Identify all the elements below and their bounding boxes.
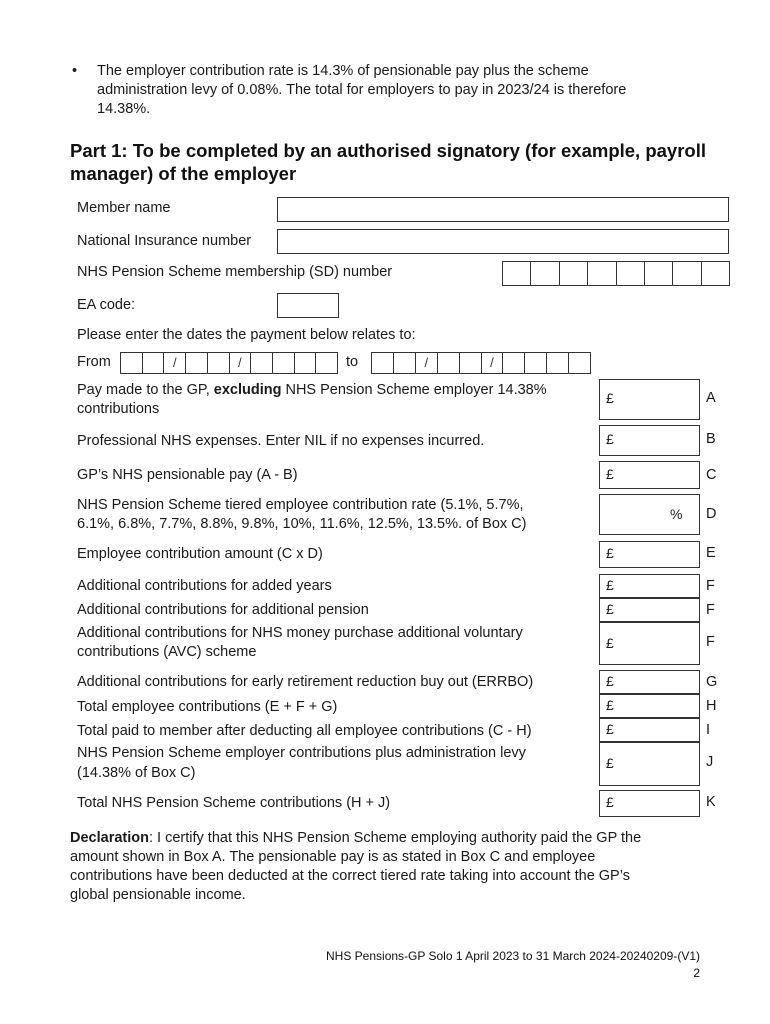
date-separator: / bbox=[230, 353, 252, 373]
from-date-input[interactable] bbox=[120, 352, 338, 374]
pound-symbol: £ bbox=[606, 673, 614, 689]
date-cell[interactable] bbox=[251, 353, 273, 373]
sd-digit-cell[interactable] bbox=[645, 262, 673, 285]
pound-symbol: £ bbox=[606, 601, 614, 617]
pound-symbol: £ bbox=[606, 635, 614, 651]
date-cell[interactable] bbox=[525, 353, 547, 373]
row-k-label: Total NHS Pension Scheme contributions (H + J) bbox=[77, 795, 391, 811]
declaration-line-4: global pensionable income. bbox=[70, 887, 246, 903]
row-j-label-line-2: (14.38% of Box C) bbox=[77, 765, 196, 781]
box-g-letter: G bbox=[706, 674, 718, 690]
box-i-letter: I bbox=[706, 722, 711, 738]
from-label: From bbox=[77, 354, 111, 370]
box-f2-input[interactable] bbox=[599, 598, 700, 622]
row-e-label: Employee contribution amount (C x D) bbox=[77, 546, 323, 562]
date-cell[interactable] bbox=[273, 353, 295, 373]
date-cell[interactable] bbox=[295, 353, 317, 373]
ni-number-input[interactable] bbox=[277, 229, 729, 254]
box-d-input[interactable] bbox=[599, 494, 700, 535]
row-f3-label-line-2: contributions (AVC) scheme bbox=[77, 644, 257, 660]
sd-digit-cell[interactable] bbox=[702, 262, 729, 285]
box-a-input[interactable] bbox=[599, 379, 700, 420]
part1-heading-line-1: Part 1: To be completed by an authorised signatory (for example, payroll bbox=[70, 140, 706, 161]
date-cell[interactable] bbox=[503, 353, 525, 373]
box-f1-letter: F bbox=[706, 578, 715, 594]
box-c-input[interactable] bbox=[599, 461, 700, 489]
row-j-label-line-1: NHS Pension Scheme employer contributions plus administration levy bbox=[77, 745, 526, 761]
row-i-label: Total paid to member after deducting all employee contributions (C - H) bbox=[77, 723, 532, 739]
pound-symbol: £ bbox=[606, 577, 614, 593]
pound-symbol: £ bbox=[606, 697, 614, 713]
intro-line-3: 14.38%. bbox=[97, 101, 151, 117]
row-h-label: Total employee contributions (E + F + G) bbox=[77, 699, 338, 715]
sd-digit-cell[interactable] bbox=[503, 262, 531, 285]
sd-digit-cell[interactable] bbox=[673, 262, 701, 285]
row-c-label: GP’s NHS pensionable pay (A - B) bbox=[77, 467, 298, 483]
part1-heading-line-2: manager) of the employer bbox=[70, 163, 297, 184]
declaration-line-3: contributions have been deducted at the correct tiered rate taking into account the GP’s bbox=[70, 868, 630, 884]
date-cell[interactable] bbox=[186, 353, 208, 373]
box-f1-input[interactable] bbox=[599, 574, 700, 598]
box-b-letter: B bbox=[706, 431, 716, 447]
date-separator: / bbox=[164, 353, 186, 373]
date-cell[interactable] bbox=[143, 353, 165, 373]
box-f3-letter: F bbox=[706, 634, 715, 650]
box-d-letter: D bbox=[706, 506, 717, 522]
pound-symbol: £ bbox=[606, 431, 614, 447]
box-j-input[interactable] bbox=[599, 742, 700, 786]
dates-prompt: Please enter the dates the payment below relates to: bbox=[77, 327, 416, 343]
box-e-letter: E bbox=[706, 545, 716, 561]
ni-number-label: National Insurance number bbox=[77, 233, 252, 249]
pound-symbol: £ bbox=[606, 721, 614, 737]
pound-symbol: £ bbox=[606, 794, 614, 810]
row-f2-label: Additional contributions for additional pension bbox=[77, 602, 369, 618]
intro-line-1: The employer contribution rate is 14.3% of pensionable pay plus the scheme bbox=[97, 63, 589, 79]
row-d-label-line-2: 6.1%, 6.8%, 7.7%, 8.8%, 9.8%, 10%, 11.6%, 12.5%, 13.5%. of Box C) bbox=[77, 516, 527, 532]
row-b-label: Professional NHS expenses. Enter NIL if no expenses incurred. bbox=[77, 433, 485, 449]
sd-number-input[interactable] bbox=[502, 261, 730, 286]
box-e-input[interactable] bbox=[599, 541, 700, 568]
pound-symbol: £ bbox=[606, 390, 614, 406]
date-separator: / bbox=[416, 353, 438, 373]
percent-symbol: % bbox=[670, 506, 683, 522]
date-cell[interactable] bbox=[460, 353, 482, 373]
date-cell[interactable] bbox=[372, 353, 394, 373]
box-k-letter: K bbox=[706, 794, 716, 810]
pound-symbol: £ bbox=[606, 545, 614, 561]
sd-number-label: NHS Pension Scheme membership (SD) number bbox=[77, 264, 393, 280]
row-g-label: Additional contributions for early retirement reduction buy out (ERRBO) bbox=[77, 674, 534, 690]
bullet-icon: • bbox=[72, 63, 78, 79]
footer-doc-ref: NHS Pensions-GP Solo 1 April 2023 to 31 March 2024-20240209-(V1) bbox=[326, 949, 700, 963]
pound-symbol: £ bbox=[606, 466, 614, 482]
intro-line-2: administration levy of 0.08%. The total for employers to pay in 2023/24 is therefore bbox=[97, 82, 627, 98]
box-a-letter: A bbox=[706, 390, 716, 406]
ea-code-input[interactable] bbox=[277, 293, 339, 318]
date-cell[interactable] bbox=[438, 353, 460, 373]
box-g-input[interactable] bbox=[599, 670, 700, 694]
row-f1-label: Additional contributions for added years bbox=[77, 578, 332, 594]
box-i-input[interactable] bbox=[599, 718, 700, 742]
date-cell[interactable] bbox=[121, 353, 143, 373]
to-date-input[interactable] bbox=[371, 352, 591, 374]
box-h-input[interactable] bbox=[599, 694, 700, 718]
date-cell[interactable] bbox=[394, 353, 416, 373]
box-h-letter: H bbox=[706, 698, 717, 714]
box-c-letter: C bbox=[706, 467, 717, 483]
date-cell[interactable] bbox=[569, 353, 590, 373]
declaration-line-1: Declaration: I certify that this NHS Pension Scheme employing authority paid the GP the bbox=[70, 830, 642, 846]
box-j-letter: J bbox=[706, 754, 714, 770]
date-cell[interactable] bbox=[208, 353, 230, 373]
member-name-label: Member name bbox=[77, 200, 171, 216]
date-cell[interactable] bbox=[547, 353, 569, 373]
date-separator: / bbox=[482, 353, 504, 373]
sd-digit-cell[interactable] bbox=[560, 262, 588, 285]
sd-digit-cell[interactable] bbox=[588, 262, 616, 285]
box-f2-letter: F bbox=[706, 602, 715, 618]
page-number: 2 bbox=[693, 966, 700, 980]
box-b-input[interactable] bbox=[599, 425, 700, 456]
ea-code-label: EA code: bbox=[77, 297, 136, 313]
date-cell[interactable] bbox=[316, 353, 337, 373]
row-f3-label-line-1: Additional contributions for NHS money purchase additional voluntary bbox=[77, 625, 523, 641]
box-f3-input[interactable] bbox=[599, 622, 700, 665]
pound-symbol: £ bbox=[606, 755, 614, 771]
part1-heading bbox=[70, 139, 706, 185]
sd-digit-cell[interactable] bbox=[531, 262, 559, 285]
row-d-label-line-1: NHS Pension Scheme tiered employee contribution rate (5.1%, 5.7%, bbox=[77, 497, 524, 513]
row-a-label-line-1: Pay made to the GP, excluding NHS Pension Scheme employer 14.38% bbox=[77, 382, 547, 398]
declaration-title: Declaration bbox=[70, 830, 149, 846]
row-a-label-line-2: contributions bbox=[77, 401, 160, 417]
to-label: to bbox=[346, 354, 359, 370]
sd-digit-cell[interactable] bbox=[617, 262, 645, 285]
declaration-line-2: amount shown in Box A. The pensionable pay is as stated in Box C and employee bbox=[70, 849, 596, 865]
member-name-input[interactable] bbox=[277, 197, 729, 222]
box-k-input[interactable] bbox=[599, 790, 700, 817]
